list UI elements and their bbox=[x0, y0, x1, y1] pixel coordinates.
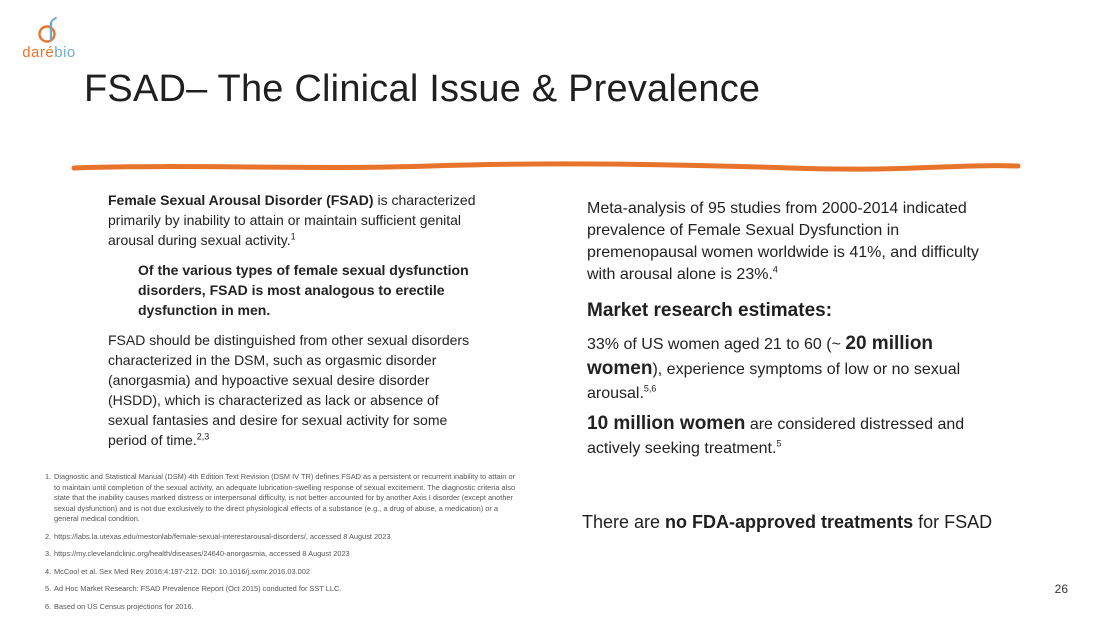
market-estimate-2: 10 million women are considered distressed and actively seeking treatment.$^5$ bbox=[587, 413, 965, 457]
market-heading: Market research estimates: bbox=[587, 300, 833, 321]
title-divider bbox=[70, 158, 1022, 174]
logo-wordmark: darébio bbox=[22, 44, 76, 61]
fsad-distinction: FSAD should be distinguished from other sexual disorders characterized in the DSM, such as orgasmic disorder (anorgasmia) and hypoactive sexual desire disorder (HSDD), which is characterized as lack or absence of sexual fantasies and desire for sexual activity for some period of time.$^{2,3}$ bbox=[108, 332, 470, 448]
reference-item: 3. https://my.clevelandclinic.org/health/diseases/24640-anorgasmia, accessed 8 August 2023 bbox=[45, 549, 350, 558]
company-logo bbox=[14, 14, 84, 66]
reference-item: 6. Based on US Census projections for 2016. bbox=[45, 601, 194, 611]
meta-analysis-text: Meta-analysis of 95 studies from 2000-2014 indicated prevalence of Female Sexual Dysfunction in premenopausal women worldwide is 41%, and difficulty with arousal alone is 23%.$^4$ bbox=[587, 200, 979, 283]
right-column bbox=[587, 198, 987, 461]
reference-item: 4. McCool et al. Sex Med Rev 2016;4:197-212. DOI: 10.1016/j.sxmr.2016.03.002 bbox=[45, 566, 310, 576]
page-number: 26 bbox=[1054, 582, 1068, 596]
left-column bbox=[108, 190, 482, 450]
no-fda-statement: There are no FDA-approved treatments for FSAD bbox=[582, 512, 993, 532]
fsad-definition: Female Sexual Arousal Disorder (FSAD) is characterized primarily by inability to attain or maintain sufficient genital arousal during sexual activity.$^1$ bbox=[108, 192, 476, 248]
logo-mark-icon bbox=[36, 16, 62, 44]
slide-title: FSAD– The Clinical Issue & Prevalence bbox=[84, 68, 761, 110]
reference-item: 5. Ad Hoc Market Research: FSAD Prevalence Report (Oct 2015) conducted for SST LLC. bbox=[45, 584, 342, 593]
reference-item: 1. Diagnostic and Statistical Manual (DSM) 4th Edition Text Revision (DSM IV TR) defines FSAD as a persistent or recurrent inability to attain or to maintain until completion of the sexual activity, an adequate lubrication-swelling response of sexual excitement. The diagnostic criteria also state that the inability causes marked distress or interpersonal difficulty, is not better accounted for by another Axis I disorder (except another sexual dysfunction) and is not due exclusively to the direct physiological effects of a substance (e.g., a drug of abuse, a medication) or a general medical condition. bbox=[45, 472, 516, 523]
market-estimate-1: 33% of US women aged 21 to 60 (~ 20 million women), experience symptoms of low or no sexual arousal.$^{5,6}$ bbox=[587, 333, 961, 402]
references bbox=[45, 472, 520, 619]
reference-item: 2. https://labs.la.utexas.edu/mestonlab/female-sexual-interestarousal-disorders/, accessed 8 August 2023 bbox=[45, 531, 391, 541]
fsad-analogy: Of the various types of female sexual dysfunction disorders, FSAD is most analogous to erectile dysfunction in men. bbox=[138, 262, 469, 318]
